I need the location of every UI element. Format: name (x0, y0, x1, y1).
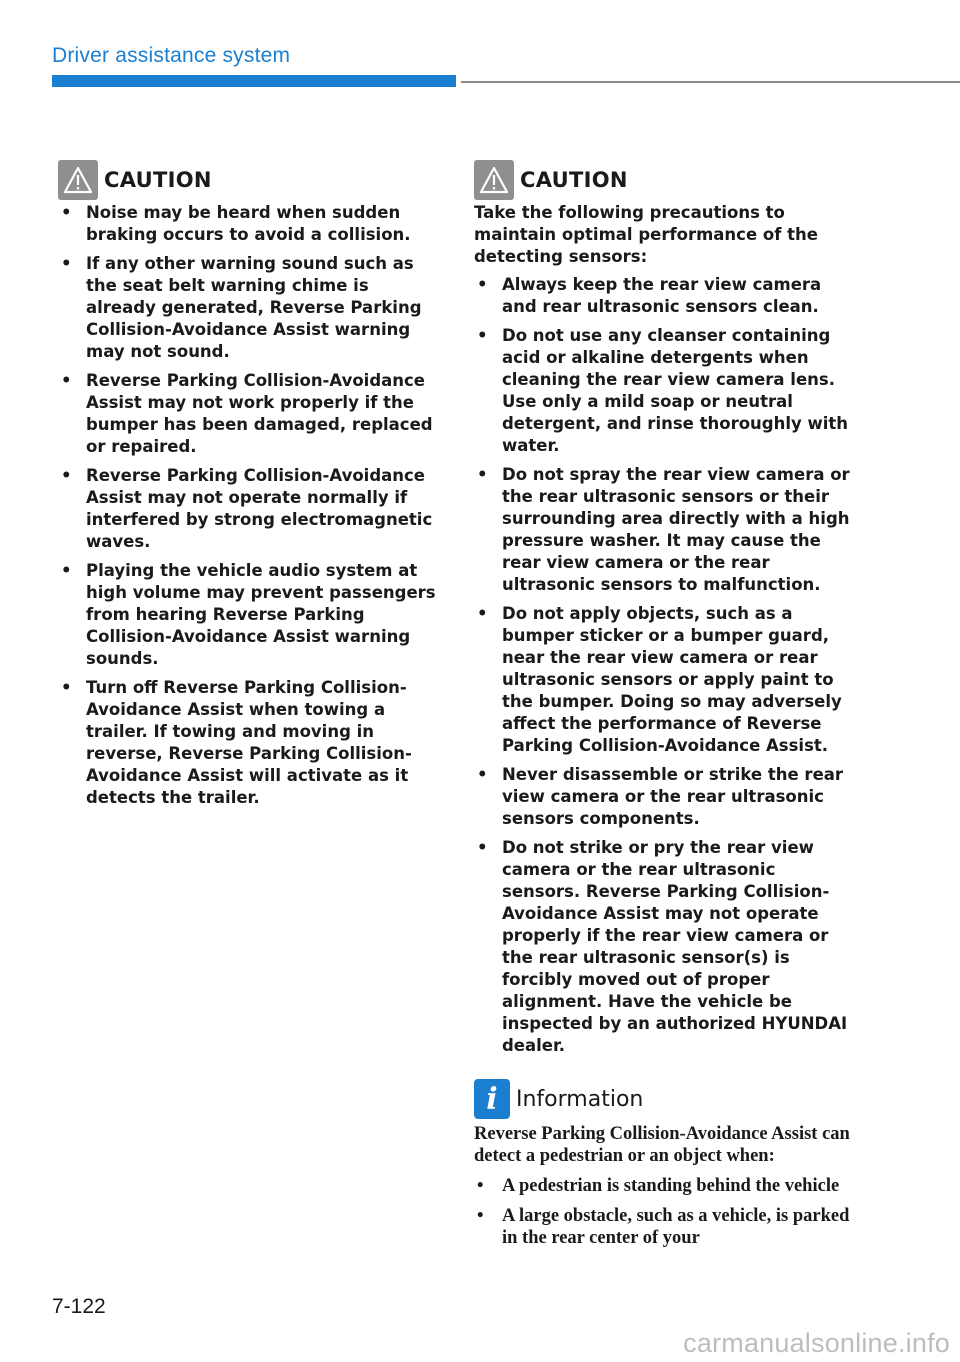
list-item-text: Do not apply objects, such as a bumper sticker or a bumper guard, near the rear view camera or rear ultrasonic sensors or apply paint to the bumper. Doing so may adversely affect the performance of Reverse Parking Collision-Avoidance Assist. (502, 604, 842, 755)
list-item: • Do not strike or pry the rear view camera or the rear ultrasonic sensors. Reverse Parking Collision-Avoidance Assist may not operate properly if the rear view camera or the rear ultrasonic sensor(s) is forcibly moved out of proper alignment. Have the vehicle be inspected by an authorized HYUNDAI dealer. (477, 838, 848, 1055)
list-item-text: Noise may be heard when sudden braking occurs to avoid a collision. (86, 203, 411, 244)
list-item-text: Always keep the rear view camera and rear ultrasonic sensors clean. (502, 275, 822, 316)
caution-title: CAUTION (520, 168, 628, 192)
left-caution-box (58, 160, 443, 816)
list-item: • Never disassemble or strike the rear view camera or the rear ultrasonic sensors components. (477, 765, 844, 828)
information-box (474, 1079, 854, 1249)
header-rule (461, 81, 960, 83)
list-item-text: Reverse Parking Collision-Avoidance Assist may not work properly if the bumper has been damaged, replaced or repaired. (86, 371, 433, 456)
list-item-text: Do not use any cleanser containing acid or alkaline detergents when cleaning the rear view camera lens. Use only a mild soap or neutral detergent, and rinse thoroughly with water. (502, 326, 849, 455)
information-header (474, 1079, 854, 1119)
caution-list (474, 274, 854, 1057)
list-item: • Always keep the rear view camera and rear ultrasonic sensors clean. (477, 275, 822, 316)
information-lead: Reverse Parking Collision-Avoidance Assist can detect a pedestrian or an object when: (474, 1124, 850, 1166)
page-number: 7-122 (52, 1295, 106, 1318)
list-item-text: Do not strike or pry the rear view camera or the rear ultrasonic sensors. Reverse Parking Collision-Avoidance Assist may not operate properly if the rear view camera or the rear ultrasonic sensor(s) is forcibly moved out of proper alignment. Have the vehicle be inspected by an authorized HYUNDAI dealer. (502, 838, 848, 1055)
list-item-text: If any other warning sound such as the seat belt warning chime is already generated, Reverse Parking Collision-Avoidance Assist warning may not sound. (86, 254, 422, 361)
list-item-text: Turn off Reverse Parking Collision-Avoidance Assist when towing a trailer. If towing and moving in reverse, Reverse Parking Collision-Avoidance Assist will activate as it detects the trailer. (86, 678, 412, 807)
list-item-text: A pedestrian is standing behind the vehicle (502, 1176, 840, 1196)
list-item: • A large obstacle, such as a vehicle, is parked in the rear center of your (477, 1206, 850, 1248)
list-item: • A pedestrian is standing behind the vehicle (477, 1176, 840, 1196)
caution-title: CAUTION (104, 168, 212, 192)
section-title: Driver assistance system (52, 44, 291, 67)
list-item: • Noise may be heard when sudden braking occurs to avoid a collision. (61, 203, 411, 244)
list-item: • Reverse Parking Collision-Avoidance Assist may not work properly if the bumper has been damaged, replaced or repaired. (61, 371, 433, 456)
caution-header (58, 160, 443, 200)
list-item: • Do not spray the rear view camera or the rear ultrasonic sensors or their surrounding area directly with a high pressure washer. It may cause the rear view camera or the rear ultrasonic sensors to malfunction. (477, 465, 850, 594)
list-item: • Playing the vehicle audio system at high volume may prevent passengers from hearing Reverse Parking Collision-Avoidance Assist warning sounds. (61, 561, 436, 668)
header-rule-accent (52, 75, 456, 87)
list-item: • Do not use any cleanser containing acid or alkaline detergents when cleaning the rear view camera lens. Use only a mild soap or neutral detergent, and rinse thoroughly with water. (477, 326, 849, 455)
list-item-text: Never disassemble or strike the rear view camera or the rear ultrasonic sensors components. (502, 765, 844, 828)
information-list (474, 1175, 854, 1249)
information-title: Information (516, 1086, 644, 1112)
list-item-text: Do not spray the rear view camera or the rear ultrasonic sensors or their surrounding area directly with a high pressure washer. It may cause the rear view camera or the rear ultrasonic sensors to malfunction. (502, 465, 850, 594)
list-item: • Do not apply objects, such as a bumper sticker or a bumper guard, near the rear view camera or rear ultrasonic sensors or apply paint to the bumper. Doing so may adversely affect the performance of Reverse Parking Collision-Avoidance Assist. (477, 604, 842, 755)
caution-list (58, 202, 443, 809)
list-item: • If any other warning sound such as the seat belt warning chime is already generated, Reverse Parking Collision-Avoidance Assist warning may not sound. (61, 254, 422, 361)
right-column (474, 160, 854, 1257)
warning-triangle-icon (58, 160, 98, 200)
caution-lead: Take the following precautions to maintain optimal performance of the detecting sensors: (474, 203, 818, 266)
caution-header (474, 160, 854, 200)
list-item-text: A large obstacle, such as a vehicle, is parked in the rear center of your (502, 1206, 850, 1248)
watermark: carmanualsonline.info (683, 1328, 950, 1358)
list-item: • Turn off Reverse Parking Collision-Avoidance Assist when towing a trailer. If towing and moving in reverse, Reverse Parking Collision-Avoidance Assist will activate as it detects the trailer. (61, 678, 412, 807)
list-item-text: Playing the vehicle audio system at high volume may prevent passengers from hearing Reverse Parking Collision-Avoidance Assist warning sounds. (86, 561, 436, 668)
list-item: • Reverse Parking Collision-Avoidance Assist may not operate normally if interfered by strong electromagnetic waves. (61, 466, 433, 551)
info-icon: i (474, 1079, 510, 1119)
warning-triangle-icon (474, 160, 514, 200)
list-item-text: Reverse Parking Collision-Avoidance Assist may not operate normally if interfered by strong electromagnetic waves. (86, 466, 433, 551)
